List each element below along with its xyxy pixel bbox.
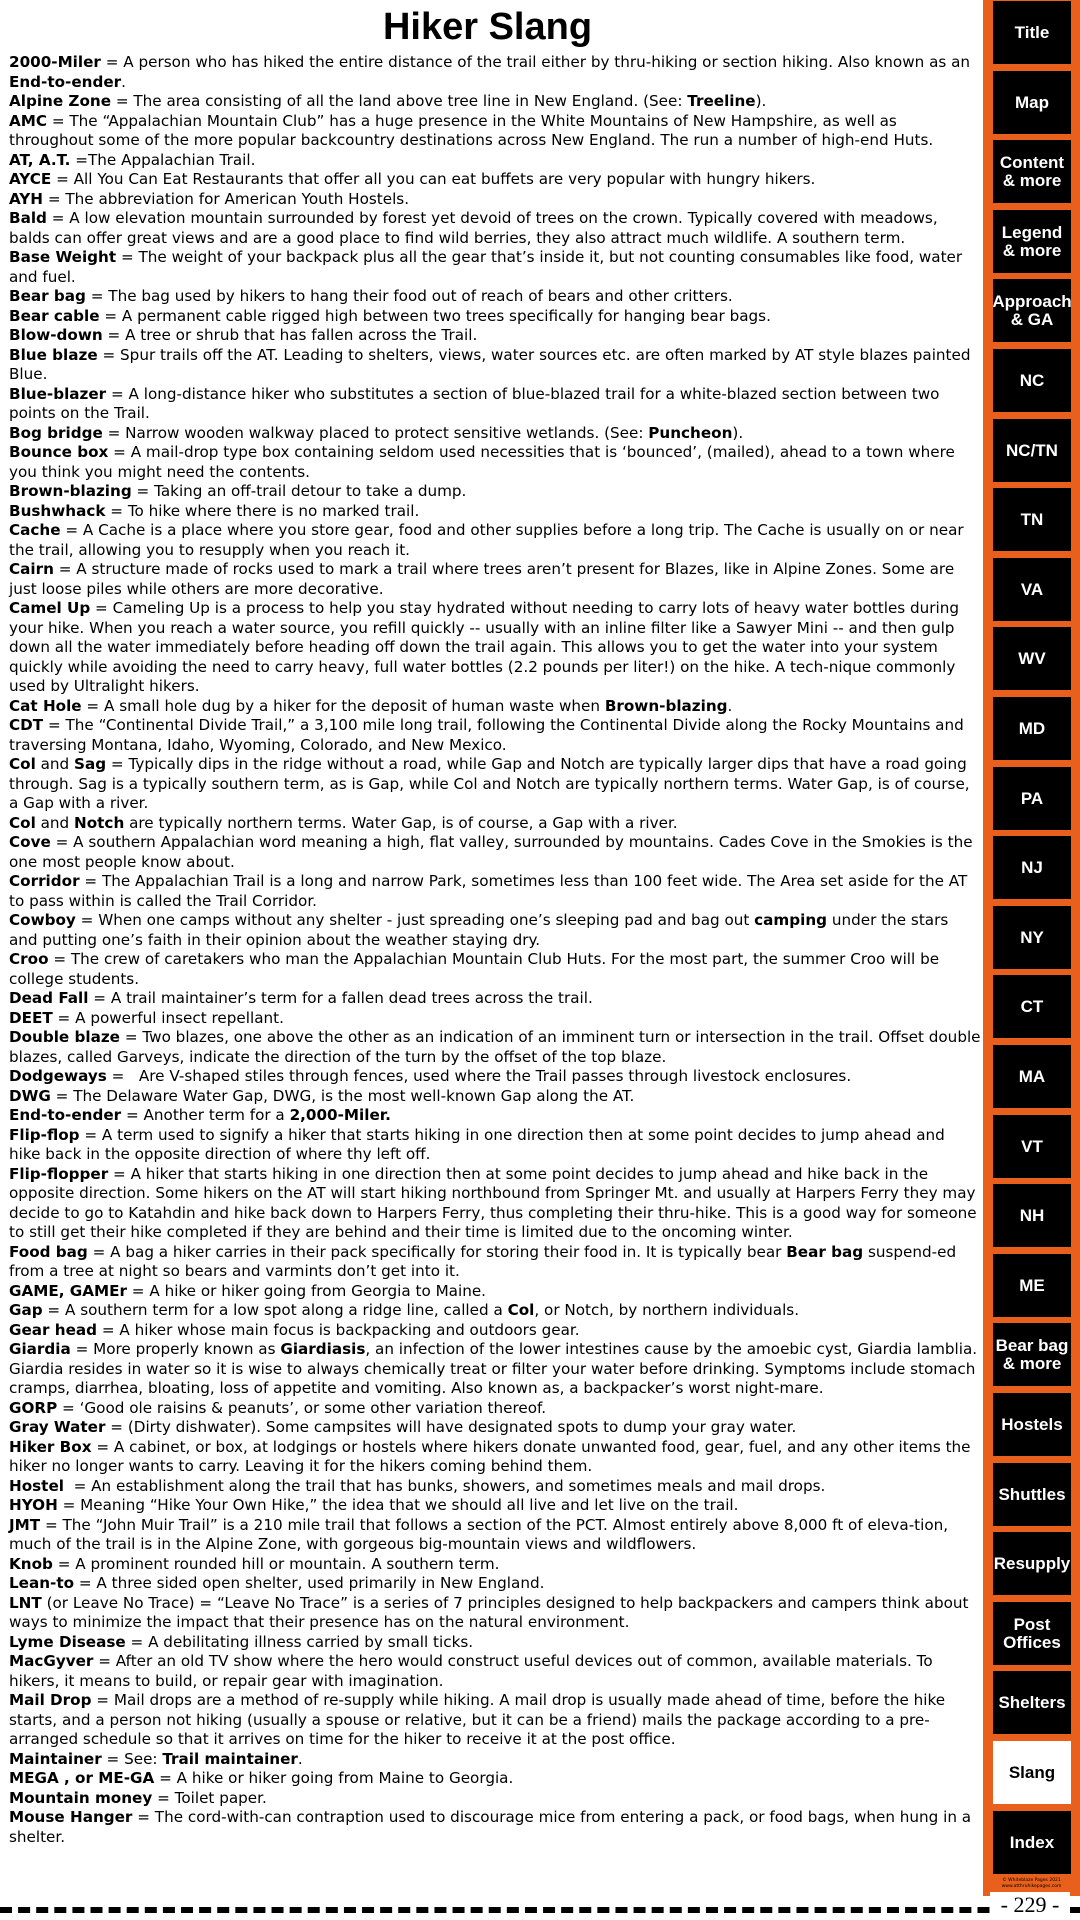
glossary-crossref: Notch [74, 813, 125, 832]
glossary-definition: = A debilitating illness carried by small ticks. [125, 1632, 474, 1651]
glossary-definition: = A hike or hiker going from Maine to Georgia. [154, 1769, 514, 1787]
glossary-term: Bear bag [9, 287, 86, 305]
nav-button-vt[interactable]: VT [993, 1115, 1071, 1178]
glossary-entry [9, 950, 981, 989]
glossary-term: Gray Water [9, 1418, 106, 1436]
copyright-notice: © Whiteblaze Pages 2021 www.atthruhikepages.com [1001, 1878, 1062, 1889]
glossary-crossref: 2,000-Miler. [289, 1106, 391, 1124]
glossary-entry [9, 1165, 981, 1243]
glossary-term: Bushwhack [9, 501, 106, 520]
glossary-definition: = Toilet paper. [152, 1788, 267, 1807]
glossary-term: GAME, GAMEr [9, 1281, 127, 1300]
glossary-term: Cat Hole [9, 696, 82, 715]
glossary-term: GORP [9, 1398, 58, 1417]
glossary-term: Blue-blazer [9, 384, 107, 403]
nav-button-ct[interactable]: CT [993, 975, 1071, 1038]
nav-button-map[interactable]: Map [993, 71, 1071, 134]
glossary-term: DEET [9, 1008, 53, 1027]
glossary-term: AYH [9, 189, 44, 208]
glossary-entry [9, 1106, 981, 1126]
glossary-entry [9, 1516, 981, 1555]
glossary-definition: = After an old TV show where the hero would construct useful devices out of common, available materials. To hikers, it means to build, or repair gear with imagination. [9, 1652, 933, 1690]
glossary-term: 2000-Miler [9, 53, 101, 71]
glossary-crossref: Treeline [687, 92, 756, 110]
glossary-entry [9, 1028, 981, 1067]
glossary-term: Flip-flopper [9, 1164, 109, 1183]
glossary-term: AT, A.T. [9, 150, 71, 169]
glossary-entry [9, 482, 981, 502]
glossary-term: HYOH [9, 1496, 58, 1514]
glossary-crossref: Col [507, 1301, 535, 1319]
glossary-term: AMC [9, 111, 48, 130]
glossary-definition: = A term used to signify a hiker that starts hiking in one direction then at some point decides to jump ahead and hike back in the opposite direction of where thy left off. [9, 1125, 945, 1163]
glossary-term: Cache [9, 521, 61, 539]
glossary-entry [9, 1789, 981, 1809]
glossary-definition: = A prominent rounded hill or mountain. A southern term. [52, 1554, 500, 1573]
glossary-entry [9, 190, 981, 210]
glossary-definition-tail: under the stars and putting one’s faith in their opinion about the weather staying dry. [9, 911, 949, 949]
glossary-definition: = A southern term for a low spot along a ridge line, called a [42, 1301, 508, 1319]
glossary-entry [9, 989, 981, 1009]
glossary-definition: = The crew of caretakers who man the Appalachian Mountain Club Huts. For the most part, the summer Croo will be college students. [9, 950, 940, 988]
glossary-term: Cairn [9, 560, 54, 578]
glossary-entry [9, 1340, 981, 1399]
glossary-definition: = A hiker whose main focus is backpacking and outdoors gear. [97, 1320, 580, 1339]
glossary-definition: = The Appalachian Trail is a long and narrow Park, sometimes less than 100 feet wide. The Area set aside for the AT to pass within is called the Trail Corridor. [9, 872, 968, 910]
glossary-term: Bog bridge [9, 423, 103, 442]
glossary-definition: = The weight of your backpack plus all the gear that’s inside it, but not counting consumables like food, water and fuel. [9, 248, 963, 286]
glossary-entry [9, 1633, 981, 1653]
nav-button-bear-bag-more[interactable]: Bear bag & more [993, 1323, 1071, 1386]
glossary-entry [9, 443, 981, 482]
glossary-entry [9, 53, 981, 92]
glossary-entry [9, 1321, 981, 1341]
glossary-definition: = More properly known as [70, 1340, 281, 1358]
glossary-definition: = Cameling Up is a process to help you stay hydrated without needing to carry lots of heavy water bottles during your hike. When you reach a water source, you refill quickly -- usually with an inline filter like a Sawyer Mini -- and then gulp down all the water immediately before heading off down the trail again. This allows you to get the water into your system quickly while avoiding the need to carry heavy, full water bottles (2.2 pounds per liter!) on the hike. A tech-nique commonly used by Ultralight hikers. [9, 599, 960, 695]
glossary-entry [9, 92, 981, 112]
nav-button-ny[interactable]: NY [993, 906, 1071, 969]
glossary-definition-tail: ). [755, 92, 767, 110]
glossary-definition-tail: . [727, 696, 733, 715]
glossary-definition-tail: = Typically dips in the ridge without a road, while Gap and Notch are typically larger dips that have a road going through. Sag is a typically southern term, as is Gap, while Col and Notch are typically northern terms. Water Gap, is of course, a Gap with a river. [9, 755, 970, 812]
glossary-term: Blow-down [9, 326, 103, 344]
glossary-definition: (or Leave No Trace) = “Leave No Trace” is a series of 7 principles designed to help backpackers and campers think about ways to minimize the impact that their presence has on the natural environment. [9, 1593, 969, 1631]
glossary-definition: = All You Can Eat Restaurants that offer all you can eat buffets are very popular with hungry hikers. [51, 170, 816, 188]
glossary-definition: = Another term for a [121, 1106, 290, 1124]
glossary-entry [9, 1652, 981, 1691]
glossary-definition: and [35, 755, 75, 773]
glossary-term: End-to-ender [9, 1106, 122, 1124]
glossary-term: Maintainer [9, 1749, 102, 1768]
glossary-definition: = A southern Appalachian word meaning a high, flat valley, surrounded by mountains. Cades Cove in the Smokies is the one most people know about. [9, 833, 973, 871]
glossary-entry [9, 599, 981, 697]
nav-button-me[interactable]: ME [993, 1254, 1071, 1317]
glossary-definition: and [35, 813, 75, 832]
nav-button-title[interactable]: Title [993, 1, 1071, 64]
nav-button-shuttles[interactable]: Shuttles [993, 1463, 1071, 1526]
nav-button-pa[interactable]: PA [993, 767, 1071, 830]
glossary-term: Dead Fall [9, 989, 89, 1007]
glossary-entry [9, 209, 981, 248]
nav-button-content-more[interactable]: Content & more [993, 140, 1071, 203]
glossary-term: Gear head [9, 1320, 98, 1339]
glossary-term: MacGyver [9, 1652, 94, 1670]
glossary-term: Knob [9, 1554, 53, 1573]
glossary-entry [9, 1750, 981, 1770]
glossary-definition: = A cabinet, or box, at lodgings or hostels where hikers donate unwanted food, gear, fuel, and any other items the hiker no longer wants to carry. Leaving it for the hikers coming behind them. [9, 1437, 971, 1475]
glossary-definition: = A bag a hiker carries in their pack specifically for storing their food in. It is typically bear [87, 1242, 787, 1261]
glossary-definition: = A trail maintainer’s term for a fallen dead trees across the trail. [88, 989, 593, 1007]
glossary-term: JMT [9, 1515, 41, 1534]
glossary-definition-tail: are typically northern terms. Water Gap, is of course, a Gap with a river. [124, 813, 678, 832]
page-bottom-dashed-rule [0, 1907, 1080, 1913]
glossary-term: Lyme Disease [9, 1632, 126, 1651]
page-title: Hiker Slang [382, 6, 593, 48]
nav-button-legend-more[interactable]: Legend & more [993, 210, 1071, 273]
glossary-definition: = A Cache is a place where you store gear, food and other supplies before a long trip. The Cache is usually on or near the trail, allowing you to resupply when you reach it. [9, 521, 964, 559]
glossary-term: Dodgeways [9, 1067, 107, 1085]
glossary-entry [9, 1282, 981, 1302]
glossary-entry [9, 1243, 981, 1282]
glossary-term: Col [9, 813, 36, 832]
glossary-definition: = ‘Good ole raisins & peanuts’, or some other variation thereof. [57, 1398, 547, 1417]
glossary-term: Flip-flop [9, 1125, 80, 1144]
glossary-definition-tail: ). [732, 423, 744, 442]
glossary-definition: = The “Continental Divide Trail,” a 3,100 mile long trail, following the Continental Divide along the Rocky Mountains and traversing Montana, Idaho, Wyoming, Colorado, and New Mexico. [9, 716, 964, 754]
nav-button-nh[interactable]: NH [993, 1184, 1071, 1247]
glossary-definition: = A tree or shrub that has fallen across the Trail. [102, 326, 478, 344]
glossary-definition: = When one camps without any shelter - just spreading one’s sleeping pad and bag out [75, 911, 755, 929]
glossary-definition: = Spur trails off the AT. Leading to shelters, views, water sources etc. are often marked by AT style blazes painted Blue. [9, 345, 971, 383]
glossary-term: Cove [9, 833, 51, 851]
glossary-definition: = A hike or hiker going from Georgia to Maine. [126, 1281, 487, 1300]
glossary-definition: = The area consisting of all the land above tree line in New England. (See: [111, 92, 688, 110]
glossary-definition: = The abbreviation for American Youth Hostels. [43, 189, 410, 208]
glossary-definition: = A hiker that starts hiking in one direction then at some point decides to jump ahead and hike back in the opposite direction. Some hikers on the AT will start hiking northbound from Springer Mt. and usually at Harpers Ferry they may decide to go to Katahdin and hike back down to Harpers Ferry, thus completing their thru-hike. This is a good way for someone to still get their hike completed if they are behind and their time is limited due to the oncoming winter. [9, 1164, 977, 1241]
glossary-term: Double blaze [9, 1028, 120, 1046]
glossary-entry [9, 833, 981, 872]
glossary-definition-tail: . [297, 1749, 303, 1768]
glossary-crossref: camping [754, 911, 828, 929]
glossary-entry [9, 307, 981, 327]
glossary-definition: = A long-distance hiker who substitutes a section of blue-blazed trail for a white-blazed section between two points on the Trail. [9, 384, 940, 422]
nav-button-ma[interactable]: MA [993, 1045, 1071, 1108]
glossary-term: Hostel [9, 1476, 64, 1495]
glossary-definition: = To hike where there is no marked trail. [105, 501, 420, 520]
glossary-entry [9, 872, 981, 911]
nav-button-nc[interactable]: NC [993, 349, 1071, 412]
glossary-term: Camel Up [9, 599, 91, 617]
glossary-entry [9, 1009, 981, 1029]
glossary-entry [9, 911, 981, 950]
glossary-crossref: Trail maintainer [162, 1749, 298, 1768]
glossary-definition: = Meaning “Hike Your Own Hike,” the idea that we should all live and let live on the trail. [57, 1496, 739, 1514]
glossary-entry [9, 346, 981, 385]
glossary-definition-tail: suspend-ed from a tree at night so bears and varmints don’t get into it. [9, 1242, 957, 1280]
glossary-term: Bald [9, 209, 47, 227]
glossary-entry [9, 1301, 981, 1321]
nav-button-hostels[interactable]: Hostels [993, 1393, 1071, 1456]
glossary-definition: = Two blazes, one above the other as an indication of an imminent turn or intersection in the trail. Offset double blazes, called Garveys, indicate the direction of the turn by the offset of the top blaze. [9, 1028, 981, 1066]
glossary-term: Bear cable [9, 306, 100, 325]
glossary-definition: = A small hole dug by a hiker for the deposit of human waste when [81, 696, 605, 715]
glossary-term: DWG [9, 1086, 51, 1105]
glossary-definition: = See: [101, 1749, 163, 1768]
glossary-definition: = The cord-with-can contraption used to discourage mice from entering a pack, or food bags, when hung in a shelter. [9, 1808, 972, 1846]
glossary-definition-tail: , an infection of the lower intestines cause by the amoebic cyst, Giardia lamblia. Giardia resides in water so it is wise to always chemically treat or filter your water before drinking. Symptoms include stomach cramps, diarrhea, bloating, loss of appetite and vomiting. Also known as, a backpacker’s worst night-mare. [9, 1340, 978, 1397]
glossary-entry [9, 170, 981, 190]
glossary-crossref: Puncheon [648, 423, 733, 442]
glossary-definition: = A mail-drop type box containing seldom used necessities that is ‘bounced’, (mailed), ahead to a town where you think you might need the contents. [9, 443, 955, 481]
glossary-term: Food bag [9, 1242, 88, 1261]
glossary-entry [9, 502, 981, 522]
glossary-entry [9, 1126, 981, 1165]
glossary-term: AYCE [9, 170, 52, 188]
nav-button-post-offices[interactable]: Post Offices [993, 1602, 1071, 1665]
glossary-term: Hiker Box [9, 1437, 92, 1456]
glossary-entry [9, 716, 981, 755]
glossary-definition: =The Appalachian Trail. [70, 150, 256, 169]
glossary-term: Croo [9, 950, 49, 968]
glossary-entry [9, 1691, 981, 1750]
glossary-term: Bounce box [9, 443, 109, 461]
glossary-entry [9, 424, 981, 444]
glossary-term: Corridor [9, 872, 80, 890]
glossary-entry [9, 1496, 981, 1516]
glossary-definition: = The “John Muir Trail” is a 210 mile trail that follows a section of the PCT. Almost entirely above 8,000 ft of eleva-tion, much of the trail is in the Alpine Zone, with gorgeous big-mountain views and wildflowers. [9, 1515, 949, 1553]
glossary-definition: = An establishment along the trail that has bunks, showers, and sometimes meals and mail drops. [63, 1476, 826, 1495]
glossary-entry [9, 1399, 981, 1419]
glossary-entry [9, 1087, 981, 1107]
glossary-term: Mouse Hanger [9, 1808, 133, 1826]
glossary-definition-tail: , or Notch, by northern individuals. [534, 1301, 800, 1319]
glossary-entry [9, 326, 981, 346]
glossary-entry [9, 1574, 981, 1594]
nav-button-slang[interactable]: Slang [993, 1741, 1071, 1804]
glossary-entry [9, 1555, 981, 1575]
glossary-term: Cowboy [9, 911, 76, 929]
glossary-definition-tail: . [121, 72, 126, 91]
glossary-list [9, 53, 981, 1847]
nav-button-nj[interactable]: NJ [993, 836, 1071, 899]
glossary-crossref: Sag [74, 755, 107, 773]
glossary-definition: = A permanent cable rigged high between two trees specifically for hanging bear bags. [99, 306, 771, 325]
glossary-entry [9, 521, 981, 560]
glossary-term: Base Weight [9, 248, 117, 266]
nav-button-shelters[interactable]: Shelters [993, 1671, 1071, 1734]
glossary-definition: = A structure made of rocks used to mark a trail where trees aren’t present for Blazes, like in Alpine Zones. Some are just loose piles while others are more decorative. [9, 560, 955, 598]
glossary-definition: = (Dirty dishwater). Some campsites will have designated spots to dump your gray water. [105, 1418, 797, 1436]
nav-button-va[interactable]: VA [993, 558, 1071, 621]
glossary-term: Giardia [9, 1340, 71, 1358]
glossary-definition: = The bag used by hikers to hang their food out of reach of bears and other critters. [85, 287, 733, 305]
glossary-term: MEGA , or ME-GA [9, 1769, 155, 1787]
glossary-definition: = A three sided open shelter, used primarily in New England. [74, 1574, 545, 1592]
glossary-entry [9, 287, 981, 307]
glossary-definition: = Narrow wooden walkway placed to protect sensitive wetlands. (See: [102, 423, 649, 442]
nav-button-md[interactable]: MD [993, 697, 1071, 760]
nav-button-wv[interactable]: WV [993, 627, 1071, 690]
glossary-entry [9, 1438, 981, 1477]
glossary-definition: = A person who has hiked the entire distance of the trail either by thru-hiking or section hiking. Also known as an [100, 53, 971, 71]
glossary-term: Brown-blazing [9, 482, 132, 500]
glossary-entry [9, 112, 981, 151]
glossary-term: CDT [9, 716, 44, 734]
sidebar-nav [983, 0, 1080, 1896]
glossary-term: Alpine Zone [9, 92, 111, 110]
nav-button-tn[interactable]: TN [993, 488, 1071, 551]
glossary-entry [9, 151, 981, 171]
nav-button-resupply[interactable]: Resupply [993, 1532, 1071, 1595]
glossary-crossref: End-to-ender [9, 72, 122, 91]
glossary-crossref: Brown-blazing [604, 696, 728, 715]
glossary-definition: = Mail drops are a method of re-supply while hiking. A mail drop is usually made ahead of time, before the hike starts, and a person not hiking (usually a spouse or relative, but it can be a friend) mails the package according to a pre-arranged schedule so that it arrives on time for the hiker to receive it at the post office. [9, 1691, 946, 1748]
glossary-entry [9, 1808, 981, 1847]
glossary-entry [9, 1477, 981, 1497]
glossary-definition: = Are V-shaped stiles through fences, used where the Trail passes through livestock enclosures. [106, 1067, 852, 1085]
glossary-entry [9, 755, 981, 814]
glossary-entry [9, 1067, 981, 1087]
glossary-definition: = The Delaware Water Gap, DWG, is the most well-known Gap along the AT. [50, 1086, 635, 1105]
glossary-entry [9, 248, 981, 287]
glossary-definition: = A powerful insect repellant. [52, 1008, 284, 1027]
glossary-term: Col [9, 755, 36, 773]
glossary-definition: = The “Appalachian Mountain Club” has a huge presence in the White Mountains of New Hampshire, as well as throughout some of the more popular backcountry destinations across New England. The run a number of high-end Huts. [9, 111, 934, 149]
glossary-term: Gap [9, 1301, 43, 1319]
nav-button-index[interactable]: Index [993, 1811, 1071, 1874]
glossary-term: Mountain money [9, 1788, 153, 1807]
page-number: - 229 - [990, 1892, 1070, 1918]
glossary-entry [9, 697, 981, 717]
glossary-term: Mail Drop [9, 1691, 92, 1709]
glossary-entry [9, 1594, 981, 1633]
glossary-term: Blue blaze [9, 345, 98, 364]
glossary-definition: = Taking an off-trail detour to take a dump. [131, 482, 467, 500]
glossary-entry [9, 814, 981, 834]
glossary-entry [9, 1769, 981, 1789]
nav-button-approach-ga[interactable]: Approach & GA [993, 279, 1071, 342]
glossary-entry [9, 560, 981, 599]
glossary-definition: = A low elevation mountain surrounded by forest yet devoid of trees on the crown. Typically covered with meadows, balds can offer great views and are a good place to find wild berries, they also attract much wildlife. A southern term. [9, 209, 938, 247]
glossary-entry [9, 385, 981, 424]
glossary-crossref: Bear bag [786, 1242, 864, 1261]
nav-button-nc-tn[interactable]: NC/TN [993, 419, 1071, 482]
glossary-term: Lean-to [9, 1574, 75, 1592]
glossary-crossref: Giardiasis [280, 1340, 366, 1358]
glossary-entry [9, 1418, 981, 1438]
glossary-term: LNT [9, 1593, 42, 1612]
